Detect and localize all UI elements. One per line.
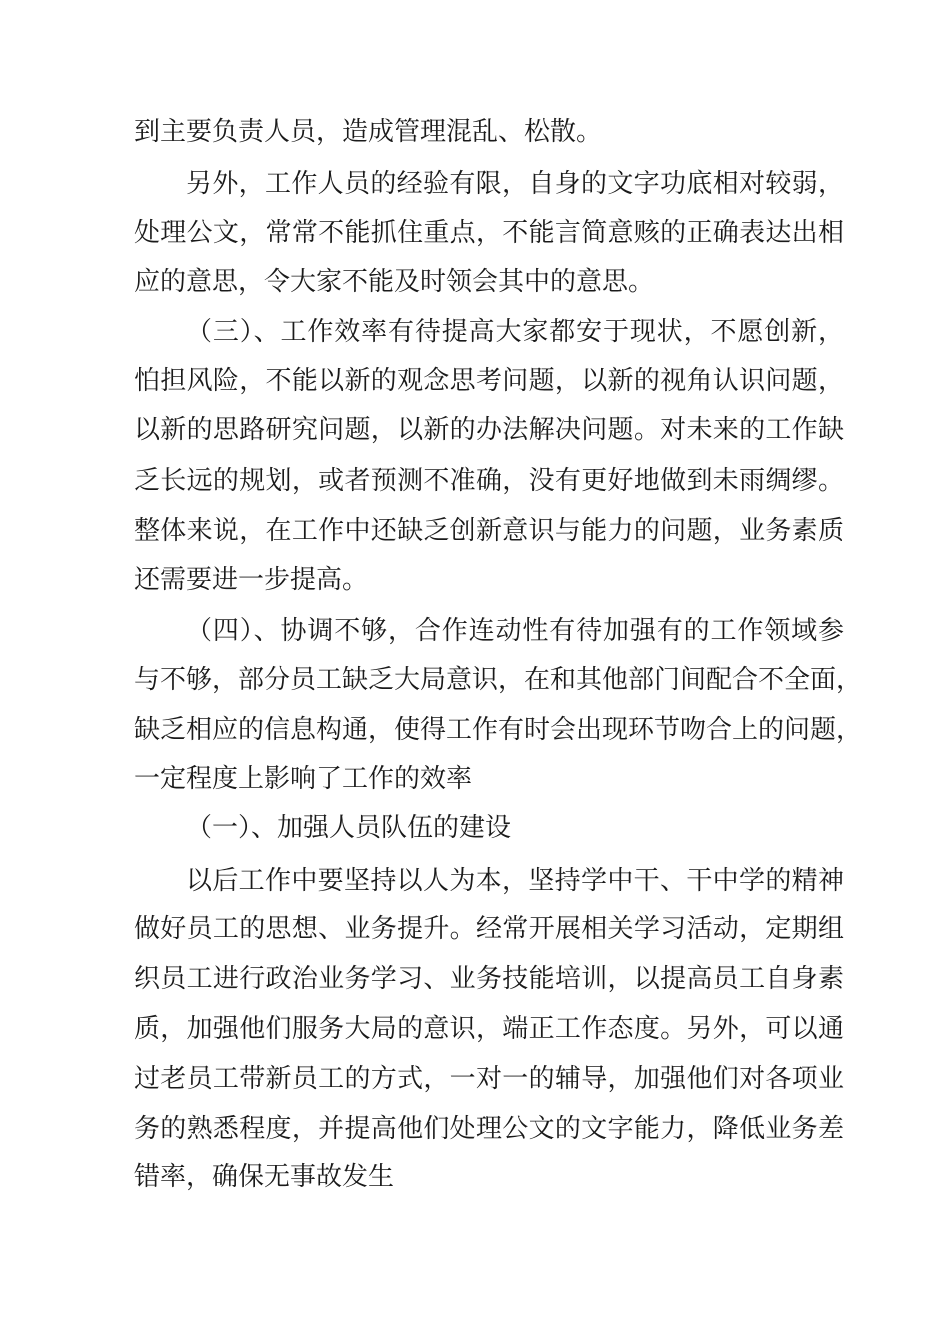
- text-line: 还需要进一步提高。: [134, 565, 369, 595]
- text-line: （四）、协调不够，合作连动性有待加强有的工作领域参: [186, 616, 844, 646]
- text-line: 处理公文，常常不能抓住重点，不能言简意赅的正确表达出相: [134, 218, 844, 248]
- text-line: 乏长远的规划，或者预测不准确，没有更好地做到未雨绸缪。: [134, 466, 844, 496]
- text-line: （三）、工作效率有待提高大家都安于现状，不愿创新，: [186, 317, 844, 347]
- text-line: 整体来说，在工作中还缺乏创新意识与能力的问题，业务素质: [134, 516, 844, 546]
- text-line: 质，加强他们服务大局的意识，端正工作态度。另外，可以通: [134, 1014, 844, 1044]
- text-line: 到主要负责人员，造成管理混乱、松散。: [134, 117, 603, 147]
- section-heading: （一）、加强人员队伍的建设: [186, 813, 512, 843]
- text-line: 另外，工作人员的经验有限，自身的文字功底相对较弱，: [186, 169, 844, 199]
- text-line: 做好员工的思想、业务提升。经常开展相关学习活动，定期组: [134, 914, 844, 944]
- text-line: 以后工作中要坚持以人为本，坚持学中干、干中学的精神: [186, 866, 844, 896]
- text-line: 应的意思，令大家不能及时领会其中的意思。: [134, 267, 655, 297]
- text-line: 一定程度上影响了工作的效率: [134, 764, 473, 794]
- text-line: 与不够，部分员工缺乏大局意识，在和其他部门间配合不全面，: [134, 665, 863, 695]
- text-line: 务的熟悉程度，并提高他们处理公文的文字能力，降低业务差: [134, 1114, 844, 1144]
- text-line: 以新的思路研究问题，以新的办法解决问题。对未来的工作缺: [134, 415, 844, 445]
- text-line: 过老员工带新员工的方式，一对一的辅导，加强他们对各项业: [134, 1064, 844, 1094]
- text-line: 怕担风险，不能以新的观念思考问题，以新的视角认识问题，: [134, 366, 844, 396]
- text-line: 错率，确保无事故发生: [134, 1162, 395, 1192]
- text-line: 织员工进行政治业务学习、业务技能培训，以提高员工自身素: [134, 964, 844, 994]
- text-line: 缺乏相应的信息构通，使得工作有时会出现环节吻合上的问题，: [134, 715, 863, 745]
